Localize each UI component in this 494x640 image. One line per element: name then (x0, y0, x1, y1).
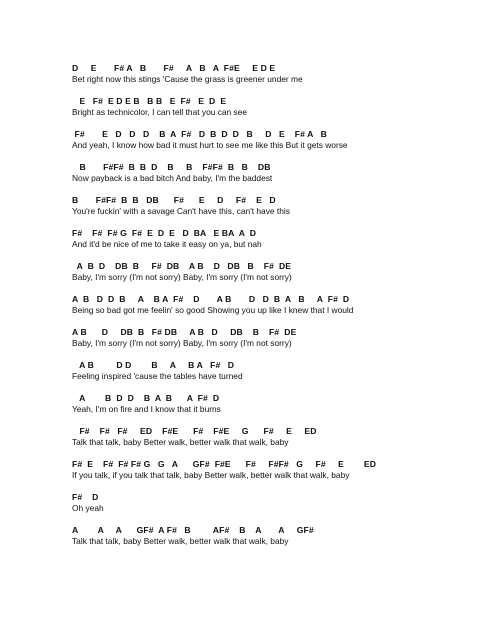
lyric-line: Baby, I'm sorry (I'm not sorry) Baby, I'm sorry (I'm not sorry) (72, 338, 292, 348)
stanza-1 (72, 63, 482, 85)
note-line: A B D DB B F# DB A B D DB B F# DE (72, 261, 292, 271)
stanza-11 (72, 393, 482, 415)
note-line: B F#F# B B D B B F#F# B B DB (72, 162, 271, 172)
note-line: D E F# A B F# A B A F#E E D E (72, 63, 276, 73)
note-line: A B D D B A B A F# D (72, 360, 235, 370)
lyric-line: Bet right now this stings 'Cause the grass is greener under me (72, 74, 303, 84)
note-line: F# F# F# G F# E D E D BA E BA A D (72, 228, 257, 238)
stanza-13 (72, 459, 482, 481)
note-line: F# E D D D B A F# D B D D B D E F# A B (72, 129, 327, 139)
stanza-15 (72, 525, 482, 547)
note-line: B F#F# B B DB F# E D F# E D (72, 195, 276, 205)
lyric-line: And it'd be nice of me to take it easy on ya, but nah (72, 239, 262, 249)
note-line: A B D D B A B A F# D (72, 393, 220, 403)
lyric-line: If you talk, if you talk that talk, baby Better walk, better walk that walk, baby (72, 470, 350, 480)
lyric-line: Now payback is a bad bitch And baby, I'm the baddest (72, 173, 273, 183)
stanza-7 (72, 261, 482, 283)
note-line: F# D (72, 492, 99, 502)
stanza-9 (72, 327, 482, 349)
stanza-3 (72, 129, 482, 151)
stanza-6 (72, 228, 482, 250)
note-line: E F# E D E B B B E F# E D E (72, 96, 227, 106)
lyric-line: Talk that talk, baby Better walk, better walk that walk, baby (72, 536, 289, 546)
note-line: A B D DB B F# DB A B D DB B F# DE (72, 327, 297, 337)
lyric-line: And yeah, I know how bad it must hurt to see me like this But it gets worse (72, 140, 348, 150)
stanza-12 (72, 426, 482, 448)
lyric-line: Talk that talk, baby Better walk, better walk that walk, baby (72, 437, 289, 447)
note-line: F# E F# F# F# G G A GF# F#E F# F#F# G F# E ED (72, 459, 377, 469)
note-line: A B D D B A B A F# D A B D D B A B A F# D (72, 294, 350, 304)
lyric-line: Yeah, I'm on fire and I know that it burns (72, 404, 221, 414)
lyric-line: Bright as technicolor, I can tell that you can see (72, 107, 248, 117)
lyric-line: Feeling inspired 'cause the tables have turned (72, 371, 243, 381)
stanza-8 (72, 294, 482, 316)
stanza-14 (72, 492, 482, 514)
stanza-4 (72, 162, 482, 184)
stanza-5 (72, 195, 482, 217)
lyric-line: Oh yeah (72, 503, 104, 513)
lyric-line: Being so bad got me feelin' so good Showing you up like I knew that I would (72, 305, 354, 315)
note-line: A A A GF# A F# B AF# B A A GF# (72, 525, 314, 535)
stanza-2 (72, 96, 482, 118)
lyric-line: You're fuckin' with a savage Can't have this, can't have this (72, 206, 290, 216)
note-line: F# F# F# ED F#E F# F#E G F# E ED (72, 426, 317, 436)
lyric-line: Baby, I'm sorry (I'm not sorry) Baby, I'm sorry (I'm not sorry) (72, 272, 292, 282)
stanza-10 (72, 360, 482, 382)
